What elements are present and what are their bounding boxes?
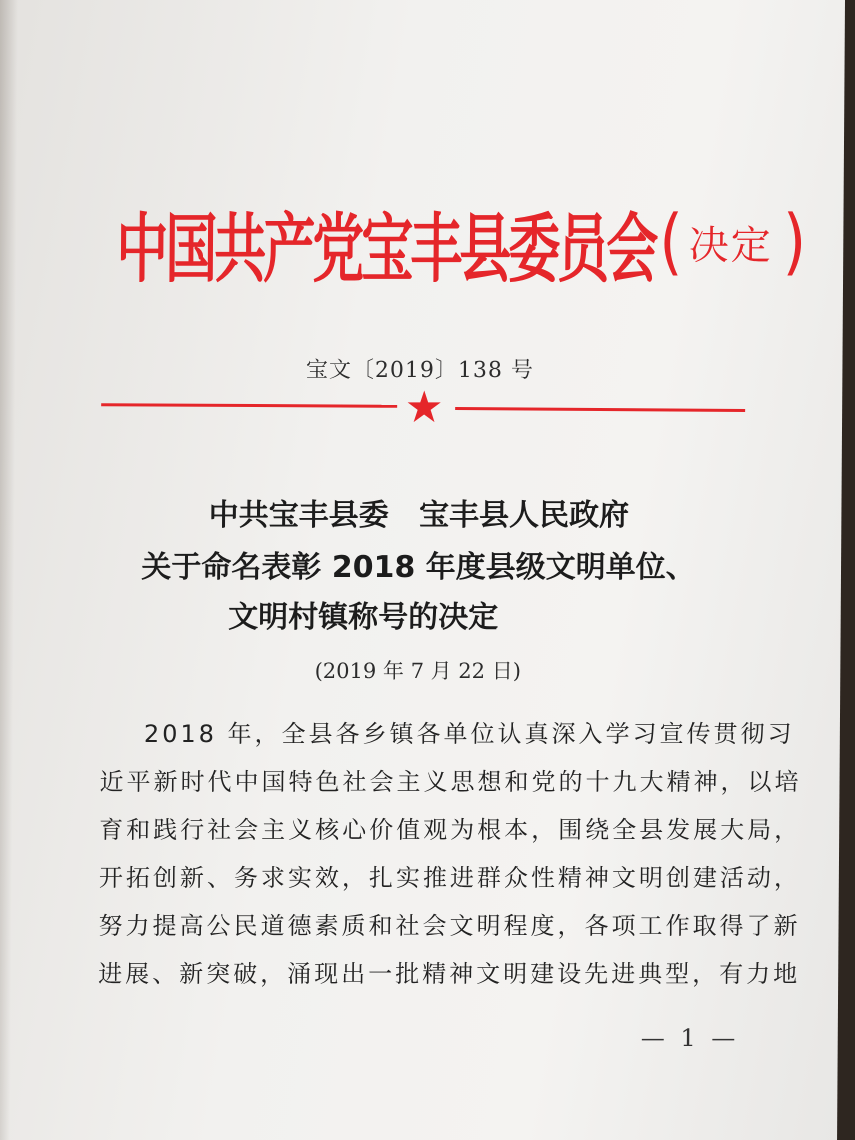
body-line: 近平新时代中国特色社会主义思想和党的十九大精神，以培	[99, 768, 802, 796]
red-rule-left	[101, 403, 397, 408]
issuing-organization: 中国共产党宝丰县委员会	[115, 206, 656, 294]
document-date: (2019 年 7 月 22 日)	[314, 659, 522, 683]
body-text	[98, 710, 802, 998]
title-line-1: 中共宝丰县委 宝丰县人民政府	[208, 498, 630, 533]
red-header	[115, 192, 807, 294]
body-line: 育和践行社会主义核心价值观为根本，围绕全县发展大局，	[99, 816, 802, 844]
body-line: 2018 年，全县各乡镇各单位认真深入学习宣传贯彻习	[143, 720, 795, 748]
red-star-icon	[406, 389, 442, 425]
title-line-2: 关于命名表彰 2018 年度县级文明单位、	[141, 550, 696, 585]
document-kind: 决定	[688, 222, 773, 269]
body-line: 开拓创新、务求实效，扎实推进群众性精神文明创建活动，	[98, 864, 801, 892]
body-line: 进展、新突破，涌现出一批精神文明建设先进典型，有力地	[98, 960, 801, 988]
page-number: — 1 —	[640, 1024, 740, 1052]
document-number: 宝文〔2019〕138 号	[305, 358, 534, 383]
paren-close: )	[782, 200, 807, 284]
body-line: 努力提高公民道德素质和社会文明程度，各项工作取得了新	[98, 912, 801, 940]
paren-open: (	[659, 200, 684, 284]
red-rule-right	[455, 407, 745, 412]
title-line-3: 文明村镇称号的决定	[228, 600, 499, 635]
